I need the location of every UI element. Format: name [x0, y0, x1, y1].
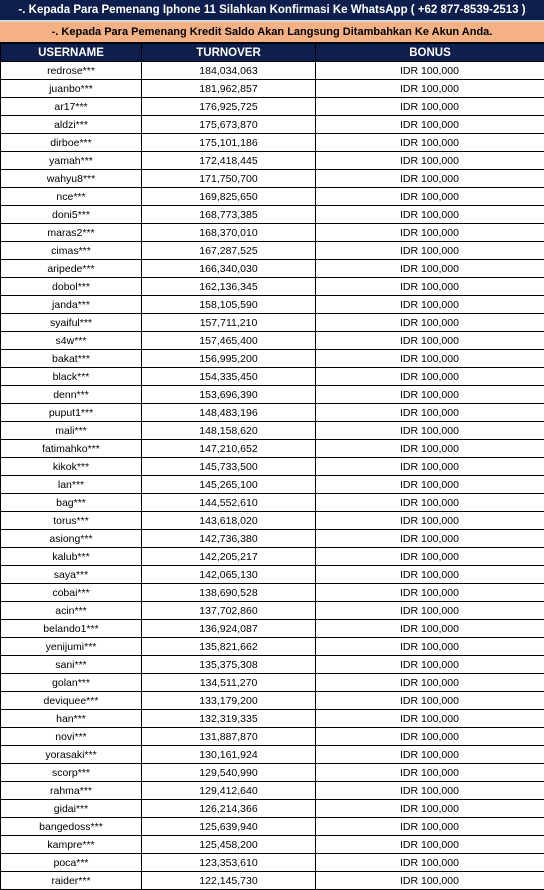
table-row — [1, 746, 544, 764]
username-cell: black*** — [1, 368, 142, 386]
username-cell: syaiful*** — [1, 314, 142, 332]
username-cell: juanbo*** — [1, 80, 142, 98]
turnover-cell: 135,375,308 — [142, 656, 316, 674]
username-cell: han*** — [1, 710, 142, 728]
bonus-cell: IDR 100,000 — [316, 584, 544, 602]
bonus-cell: IDR 100,000 — [316, 710, 544, 728]
table-row — [1, 800, 544, 818]
table-row — [1, 404, 544, 422]
table-row — [1, 80, 544, 98]
table-row — [1, 692, 544, 710]
bonus-cell: IDR 100,000 — [316, 638, 544, 656]
table-row — [1, 134, 544, 152]
username-cell: mali*** — [1, 422, 142, 440]
turnover-cell: 147,210,652 — [142, 440, 316, 458]
bonus-cell: IDR 100,000 — [316, 314, 544, 332]
username-cell: dirboe*** — [1, 134, 142, 152]
bonus-cell: IDR 100,000 — [316, 674, 544, 692]
turnover-cell: 156,995,200 — [142, 350, 316, 368]
turnover-cell: 135,821,662 — [142, 638, 316, 656]
bonus-cell: IDR 100,000 — [316, 62, 544, 80]
table-row — [1, 710, 544, 728]
username-cell: kikok*** — [1, 458, 142, 476]
bonus-cell: IDR 100,000 — [316, 278, 544, 296]
bonus-cell: IDR 100,000 — [316, 800, 544, 818]
bonus-cell: IDR 100,000 — [316, 134, 544, 152]
turnover-cell: 131,887,870 — [142, 728, 316, 746]
bonus-cell: IDR 100,000 — [316, 350, 544, 368]
table-row — [1, 476, 544, 494]
table-row — [1, 422, 544, 440]
table-row — [1, 458, 544, 476]
turnover-cell: 162,136,345 — [142, 278, 316, 296]
username-cell: redrose*** — [1, 62, 142, 80]
bonus-cell: IDR 100,000 — [316, 188, 544, 206]
username-cell: yamah*** — [1, 152, 142, 170]
bonus-cell: IDR 100,000 — [316, 494, 544, 512]
turnover-cell: 126,214,366 — [142, 800, 316, 818]
bonus-cell: IDR 100,000 — [316, 818, 544, 836]
turnover-cell: 166,340,030 — [142, 260, 316, 278]
bonus-cell: IDR 100,000 — [316, 152, 544, 170]
turnover-cell: 157,711,210 — [142, 314, 316, 332]
bonus-cell: IDR 100,000 — [316, 224, 544, 242]
table-row — [1, 206, 544, 224]
username-cell: bakat*** — [1, 350, 142, 368]
username-cell: denn*** — [1, 386, 142, 404]
turnover-cell: 169,825,650 — [142, 188, 316, 206]
username-cell: bag*** — [1, 494, 142, 512]
username-cell: raider*** — [1, 872, 142, 890]
username-cell: lan*** — [1, 476, 142, 494]
turnover-cell: 129,540,990 — [142, 764, 316, 782]
username-cell: acin*** — [1, 602, 142, 620]
turnover-cell: 154,335,450 — [142, 368, 316, 386]
bonus-cell: IDR 100,000 — [316, 404, 544, 422]
table-row — [1, 818, 544, 836]
turnover-cell: 168,370,010 — [142, 224, 316, 242]
table-row — [1, 350, 544, 368]
table-row — [1, 152, 544, 170]
table-row — [1, 782, 544, 800]
bonus-cell: IDR 100,000 — [316, 170, 544, 188]
table-row — [1, 278, 544, 296]
bonus-cell: IDR 100,000 — [316, 548, 544, 566]
bonus-cell: IDR 100,000 — [316, 854, 544, 872]
turnover-cell: 158,105,590 — [142, 296, 316, 314]
table-row — [1, 674, 544, 692]
username-cell: yenijumi*** — [1, 638, 142, 656]
table-row — [1, 566, 544, 584]
turnover-cell: 132,319,335 — [142, 710, 316, 728]
whatsapp-confirmation-banner: -. Kepada Para Pemenang Iphone 11 Silahkan Konfirmasi Ke WhatsApp ( +62 877-8539-2513 ) — [0, 0, 544, 22]
username-cell: saya*** — [1, 566, 142, 584]
bonus-cell: IDR 100,000 — [316, 386, 544, 404]
username-cell: poca*** — [1, 854, 142, 872]
username-cell: novi*** — [1, 728, 142, 746]
turnover-cell: 138,690,528 — [142, 584, 316, 602]
bonus-cell: IDR 100,000 — [316, 782, 544, 800]
bonus-cell: IDR 100,000 — [316, 656, 544, 674]
bonus-cell: IDR 100,000 — [316, 206, 544, 224]
bonus-cell: IDR 100,000 — [316, 764, 544, 782]
username-cell: kampre*** — [1, 836, 142, 854]
username-cell: maras2*** — [1, 224, 142, 242]
bonus-cell: IDR 100,000 — [316, 422, 544, 440]
table-row — [1, 98, 544, 116]
turnover-cell: 157,465,400 — [142, 332, 316, 350]
credit-notice-banner: -. Kepada Para Pemenang Kredit Saldo Akan Langsung Ditambahkan Ke Akun Anda. — [0, 22, 544, 43]
username-cell: wahyu8*** — [1, 170, 142, 188]
bonus-cell: IDR 100,000 — [316, 458, 544, 476]
username-cell: cimas*** — [1, 242, 142, 260]
table-row — [1, 512, 544, 530]
turnover-cell: 142,065,130 — [142, 566, 316, 584]
turnover-cell: 148,483,196 — [142, 404, 316, 422]
turnover-cell: 172,418,445 — [142, 152, 316, 170]
turnover-cell: 143,618,020 — [142, 512, 316, 530]
turnover-cell: 125,458,200 — [142, 836, 316, 854]
bonus-cell: IDR 100,000 — [316, 98, 544, 116]
turnover-cell: 144,552,610 — [142, 494, 316, 512]
username-cell: belando1*** — [1, 620, 142, 638]
username-cell: dobol*** — [1, 278, 142, 296]
table-row — [1, 872, 544, 890]
turnover-cell: 175,673,870 — [142, 116, 316, 134]
table-row — [1, 602, 544, 620]
bonus-cell: IDR 100,000 — [316, 746, 544, 764]
username-cell: doni5*** — [1, 206, 142, 224]
turnover-cell: 171,750,700 — [142, 170, 316, 188]
username-cell: cobai*** — [1, 584, 142, 602]
username-cell: kalub*** — [1, 548, 142, 566]
bonus-cell: IDR 100,000 — [316, 80, 544, 98]
username-cell: sani*** — [1, 656, 142, 674]
table-row — [1, 494, 544, 512]
turnover-cell: 123,353,610 — [142, 854, 316, 872]
username-cell: torus*** — [1, 512, 142, 530]
column-header-username: USERNAME — [1, 44, 142, 62]
bonus-cell: IDR 100,000 — [316, 836, 544, 854]
username-cell: nce*** — [1, 188, 142, 206]
table-row — [1, 368, 544, 386]
username-cell: s4w*** — [1, 332, 142, 350]
bonus-cell: IDR 100,000 — [316, 530, 544, 548]
table-row — [1, 314, 544, 332]
bonus-cell: IDR 100,000 — [316, 872, 544, 890]
turnover-cell: 134,511,270 — [142, 674, 316, 692]
username-cell: scorp*** — [1, 764, 142, 782]
table-row — [1, 548, 544, 566]
bonus-cell: IDR 100,000 — [316, 566, 544, 584]
bonus-cell: IDR 100,000 — [316, 368, 544, 386]
bonus-cell: IDR 100,000 — [316, 296, 544, 314]
bonus-cell: IDR 100,000 — [316, 620, 544, 638]
turnover-cell: 148,158,620 — [142, 422, 316, 440]
turnover-cell: 181,962,857 — [142, 80, 316, 98]
turnover-cell: 129,412,640 — [142, 782, 316, 800]
turnover-cell: 137,702,860 — [142, 602, 316, 620]
turnover-cell: 136,924,087 — [142, 620, 316, 638]
bonus-cell: IDR 100,000 — [316, 602, 544, 620]
table-row — [1, 728, 544, 746]
table-row — [1, 62, 544, 80]
turnover-cell: 175,101,186 — [142, 134, 316, 152]
table-row — [1, 440, 544, 458]
table-row — [1, 656, 544, 674]
turnover-cell: 167,287,525 — [142, 242, 316, 260]
turnover-cell: 130,161,924 — [142, 746, 316, 764]
bonus-cell: IDR 100,000 — [316, 728, 544, 746]
table-row — [1, 224, 544, 242]
turnover-cell: 184,034,063 — [142, 62, 316, 80]
turnover-cell: 142,736,380 — [142, 530, 316, 548]
bonus-cell: IDR 100,000 — [316, 440, 544, 458]
turnover-cell: 133,179,200 — [142, 692, 316, 710]
turnover-cell: 145,265,100 — [142, 476, 316, 494]
username-cell: gidai*** — [1, 800, 142, 818]
table-row — [1, 854, 544, 872]
table-row — [1, 170, 544, 188]
username-cell: fatimahko*** — [1, 440, 142, 458]
turnover-cell: 153,696,390 — [142, 386, 316, 404]
table-row — [1, 188, 544, 206]
table-header-row — [1, 44, 544, 62]
table-row — [1, 764, 544, 782]
username-cell: golan*** — [1, 674, 142, 692]
username-cell: asiong*** — [1, 530, 142, 548]
column-header-turnover: TURNOVER — [142, 44, 316, 62]
table-row — [1, 260, 544, 278]
table-row — [1, 584, 544, 602]
turnover-cell: 145,733,500 — [142, 458, 316, 476]
bonus-cell: IDR 100,000 — [316, 260, 544, 278]
bonus-cell: IDR 100,000 — [316, 476, 544, 494]
bonus-cell: IDR 100,000 — [316, 512, 544, 530]
username-cell: bangedoss*** — [1, 818, 142, 836]
table-row — [1, 296, 544, 314]
username-cell: aldzi*** — [1, 116, 142, 134]
turnover-cell: 142,205,217 — [142, 548, 316, 566]
table-row — [1, 638, 544, 656]
username-cell: aripede*** — [1, 260, 142, 278]
turnover-cell: 125,639,940 — [142, 818, 316, 836]
bonus-cell: IDR 100,000 — [316, 242, 544, 260]
column-header-bonus: BONUS — [316, 44, 544, 62]
username-cell: yorasaki*** — [1, 746, 142, 764]
turnover-cell: 122,145,730 — [142, 872, 316, 890]
winners-table — [0, 43, 544, 890]
turnover-cell: 168,773,385 — [142, 206, 316, 224]
bonus-cell: IDR 100,000 — [316, 332, 544, 350]
turnover-cell: 176,925,725 — [142, 98, 316, 116]
username-cell: deviquee*** — [1, 692, 142, 710]
username-cell: puput1*** — [1, 404, 142, 422]
table-row — [1, 332, 544, 350]
bonus-cell: IDR 100,000 — [316, 116, 544, 134]
table-row — [1, 836, 544, 854]
table-row — [1, 116, 544, 134]
username-cell: ar17*** — [1, 98, 142, 116]
table-row — [1, 386, 544, 404]
table-row — [1, 530, 544, 548]
bonus-cell: IDR 100,000 — [316, 692, 544, 710]
table-row — [1, 620, 544, 638]
table-row — [1, 242, 544, 260]
username-cell: janda*** — [1, 296, 142, 314]
username-cell: rahma*** — [1, 782, 142, 800]
